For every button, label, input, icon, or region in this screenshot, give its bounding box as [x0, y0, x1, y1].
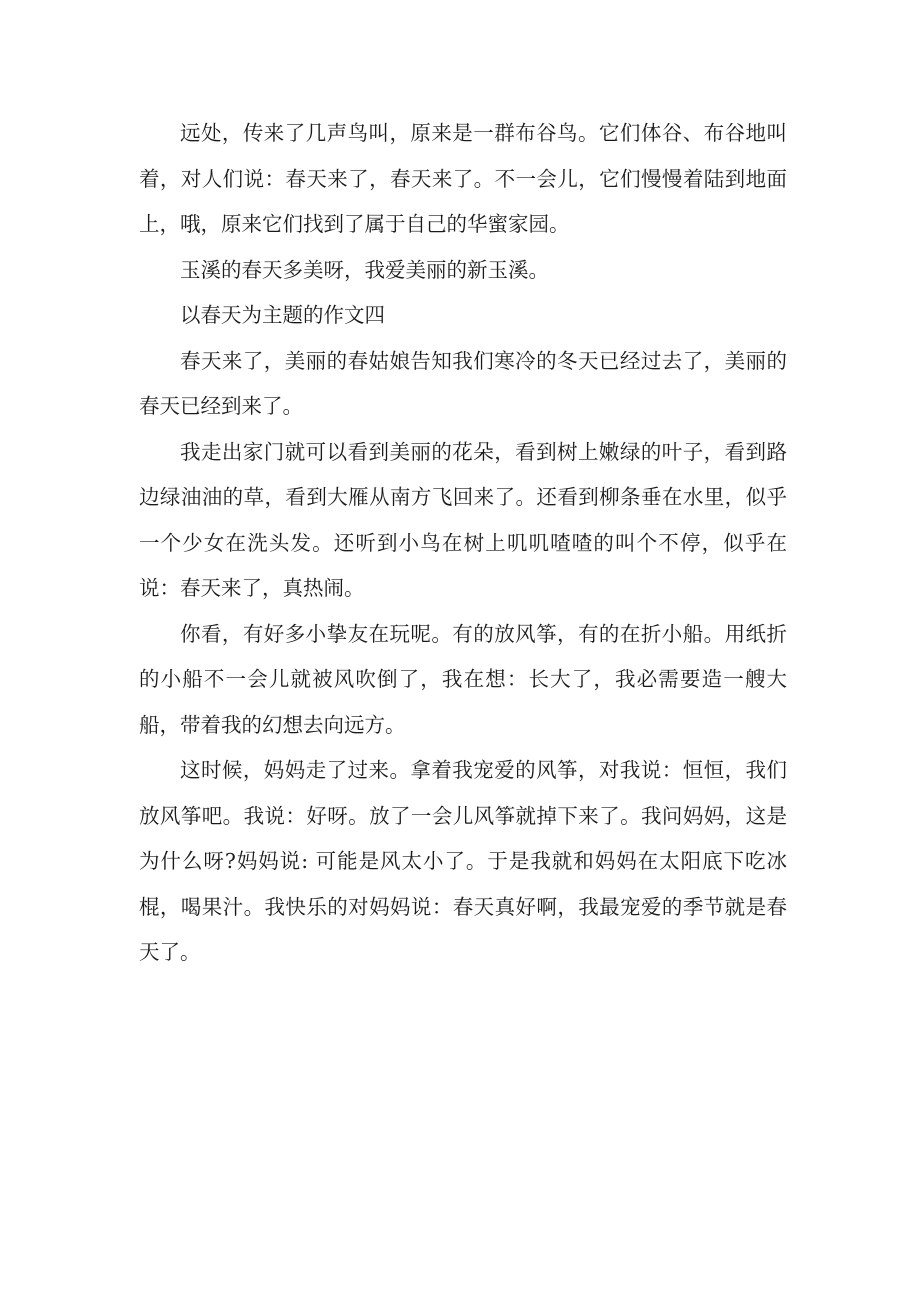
paragraph-friends-playing: 你看，有好多小挚友在玩呢。有的放风筝，有的在折小船。用纸折的小船不一会儿就被风吹倒了，我在想：长大了，我必需要造一艘大船，带着我的幻想去向远方。 [139, 621, 787, 737]
paragraph-bird-calls: 远处，传来了几声鸟叫，原来是一群布谷鸟。它们体谷、布谷地叫着，对人们说：春天来了，春天来了。不一会儿，它们慢慢着陆到地面上，哦，原来它们找到了属于自己的华蜜家园。 [139, 121, 787, 236]
paragraph-outside-scenery: 我走出家门就可以看到美丽的花朵，看到树上嫩绿的叶子，看到路边绿油油的草，看到大雁从南方飞回来了。还看到柳条垂在水里，似乎一个少女在洗头发。还听到小鸟在树上叽叽喳喳的叫个不停，似乎在说：春天来了，真热闹。 [139, 439, 787, 600]
paragraph-kite-with-mom: 这时候，妈妈走了过来。拿着我宠爱的风筝，对我说：恒恒，我们放风筝吧。我说：好呀。放了一会儿风筝就掉下来了。我问妈妈，这是为什么呀?妈妈说: 可能是风太小了。于是我就和妈妈在太阳底下吃冰棍，喝果汁。我快乐的对妈妈说：春天真好啊，我最宠爱的季节就是春天了。 [139, 758, 787, 964]
essay-heading: 以春天为主题的作文四 [180, 303, 385, 327]
paragraph-spring-arrived: 春天来了，美丽的春姑娘告知我们寒冷的冬天已经过去了，美丽的春天已经到来了。 [139, 348, 787, 418]
document-body [139, 111, 787, 976]
paragraph-yuxi-spring: 玉溪的春天多美呀，我爱美丽的新玉溪。 [180, 257, 549, 282]
